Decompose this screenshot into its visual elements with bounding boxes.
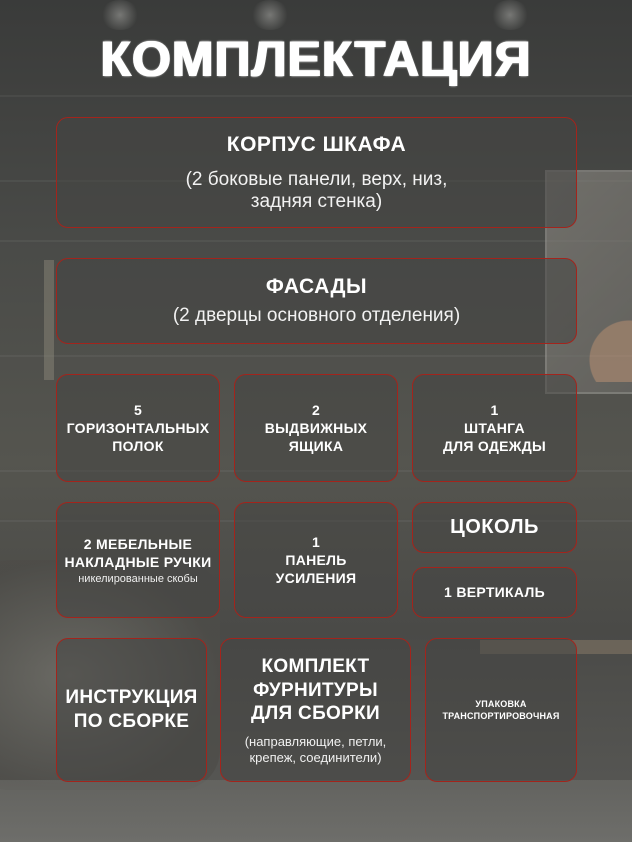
card-instructions-heading: ИНСТРУКЦИЯ ПО СБОРКЕ [65, 687, 198, 732]
card-reinforcement-heading: 1 ПАНЕЛЬ УСИЛЕНИЯ [275, 533, 357, 587]
card-facades [56, 258, 577, 344]
card-corpus [56, 117, 577, 228]
card-vertical [412, 567, 577, 618]
card-rod [412, 374, 577, 482]
card-drawers-heading: 2 ВЫДВИЖНЫХ ЯЩИКА [264, 401, 368, 455]
card-handles [56, 502, 220, 618]
card-rod-heading: 1 ШТАНГА ДЛЯ ОДЕЖДЫ [442, 401, 547, 455]
card-instructions [56, 638, 207, 782]
card-corpus-heading: КОРПУС ШКАФА [226, 132, 407, 156]
card-shelves [56, 374, 220, 482]
card-plinth-heading: ЦОКОЛЬ [450, 516, 539, 538]
card-handles-heading: 2 МЕБЕЛЬНЫЕ НАКЛАДНЫЕ РУЧКИ [64, 535, 212, 570]
card-facades-heading: ФАСАДЫ [265, 275, 368, 298]
card-handles-details: никелированные скобы [78, 573, 198, 586]
card-plinth [412, 502, 577, 553]
card-vertical-heading: 1 ВЕРТИКАЛЬ [444, 584, 545, 601]
card-corpus-details: (2 боковые панели, верх, низ, задняя стенка) [185, 168, 448, 212]
card-reinforcement [234, 502, 398, 618]
card-facades-details: (2 дверцы основного отделения) [172, 305, 461, 327]
card-hardware-heading: КОМПЛЕКТ ФУРНИТУРЫ ДЛЯ СБОРКИ [251, 655, 380, 725]
page-title: КОМПЛЕКТАЦИЯ [100, 31, 532, 87]
card-packaging [425, 638, 577, 782]
card-hardware-details: (направляющие, петли, крепеж, соединители) [244, 734, 387, 765]
card-hardware [220, 638, 411, 782]
card-drawers [234, 374, 398, 482]
card-shelves-heading: 5 ГОРИЗОНТАЛЬНЫХ ПОЛОК [66, 401, 210, 455]
card-packaging-heading: УПАКОВКА ТРАНСПОРТИРОВОЧНАЯ [442, 698, 560, 721]
